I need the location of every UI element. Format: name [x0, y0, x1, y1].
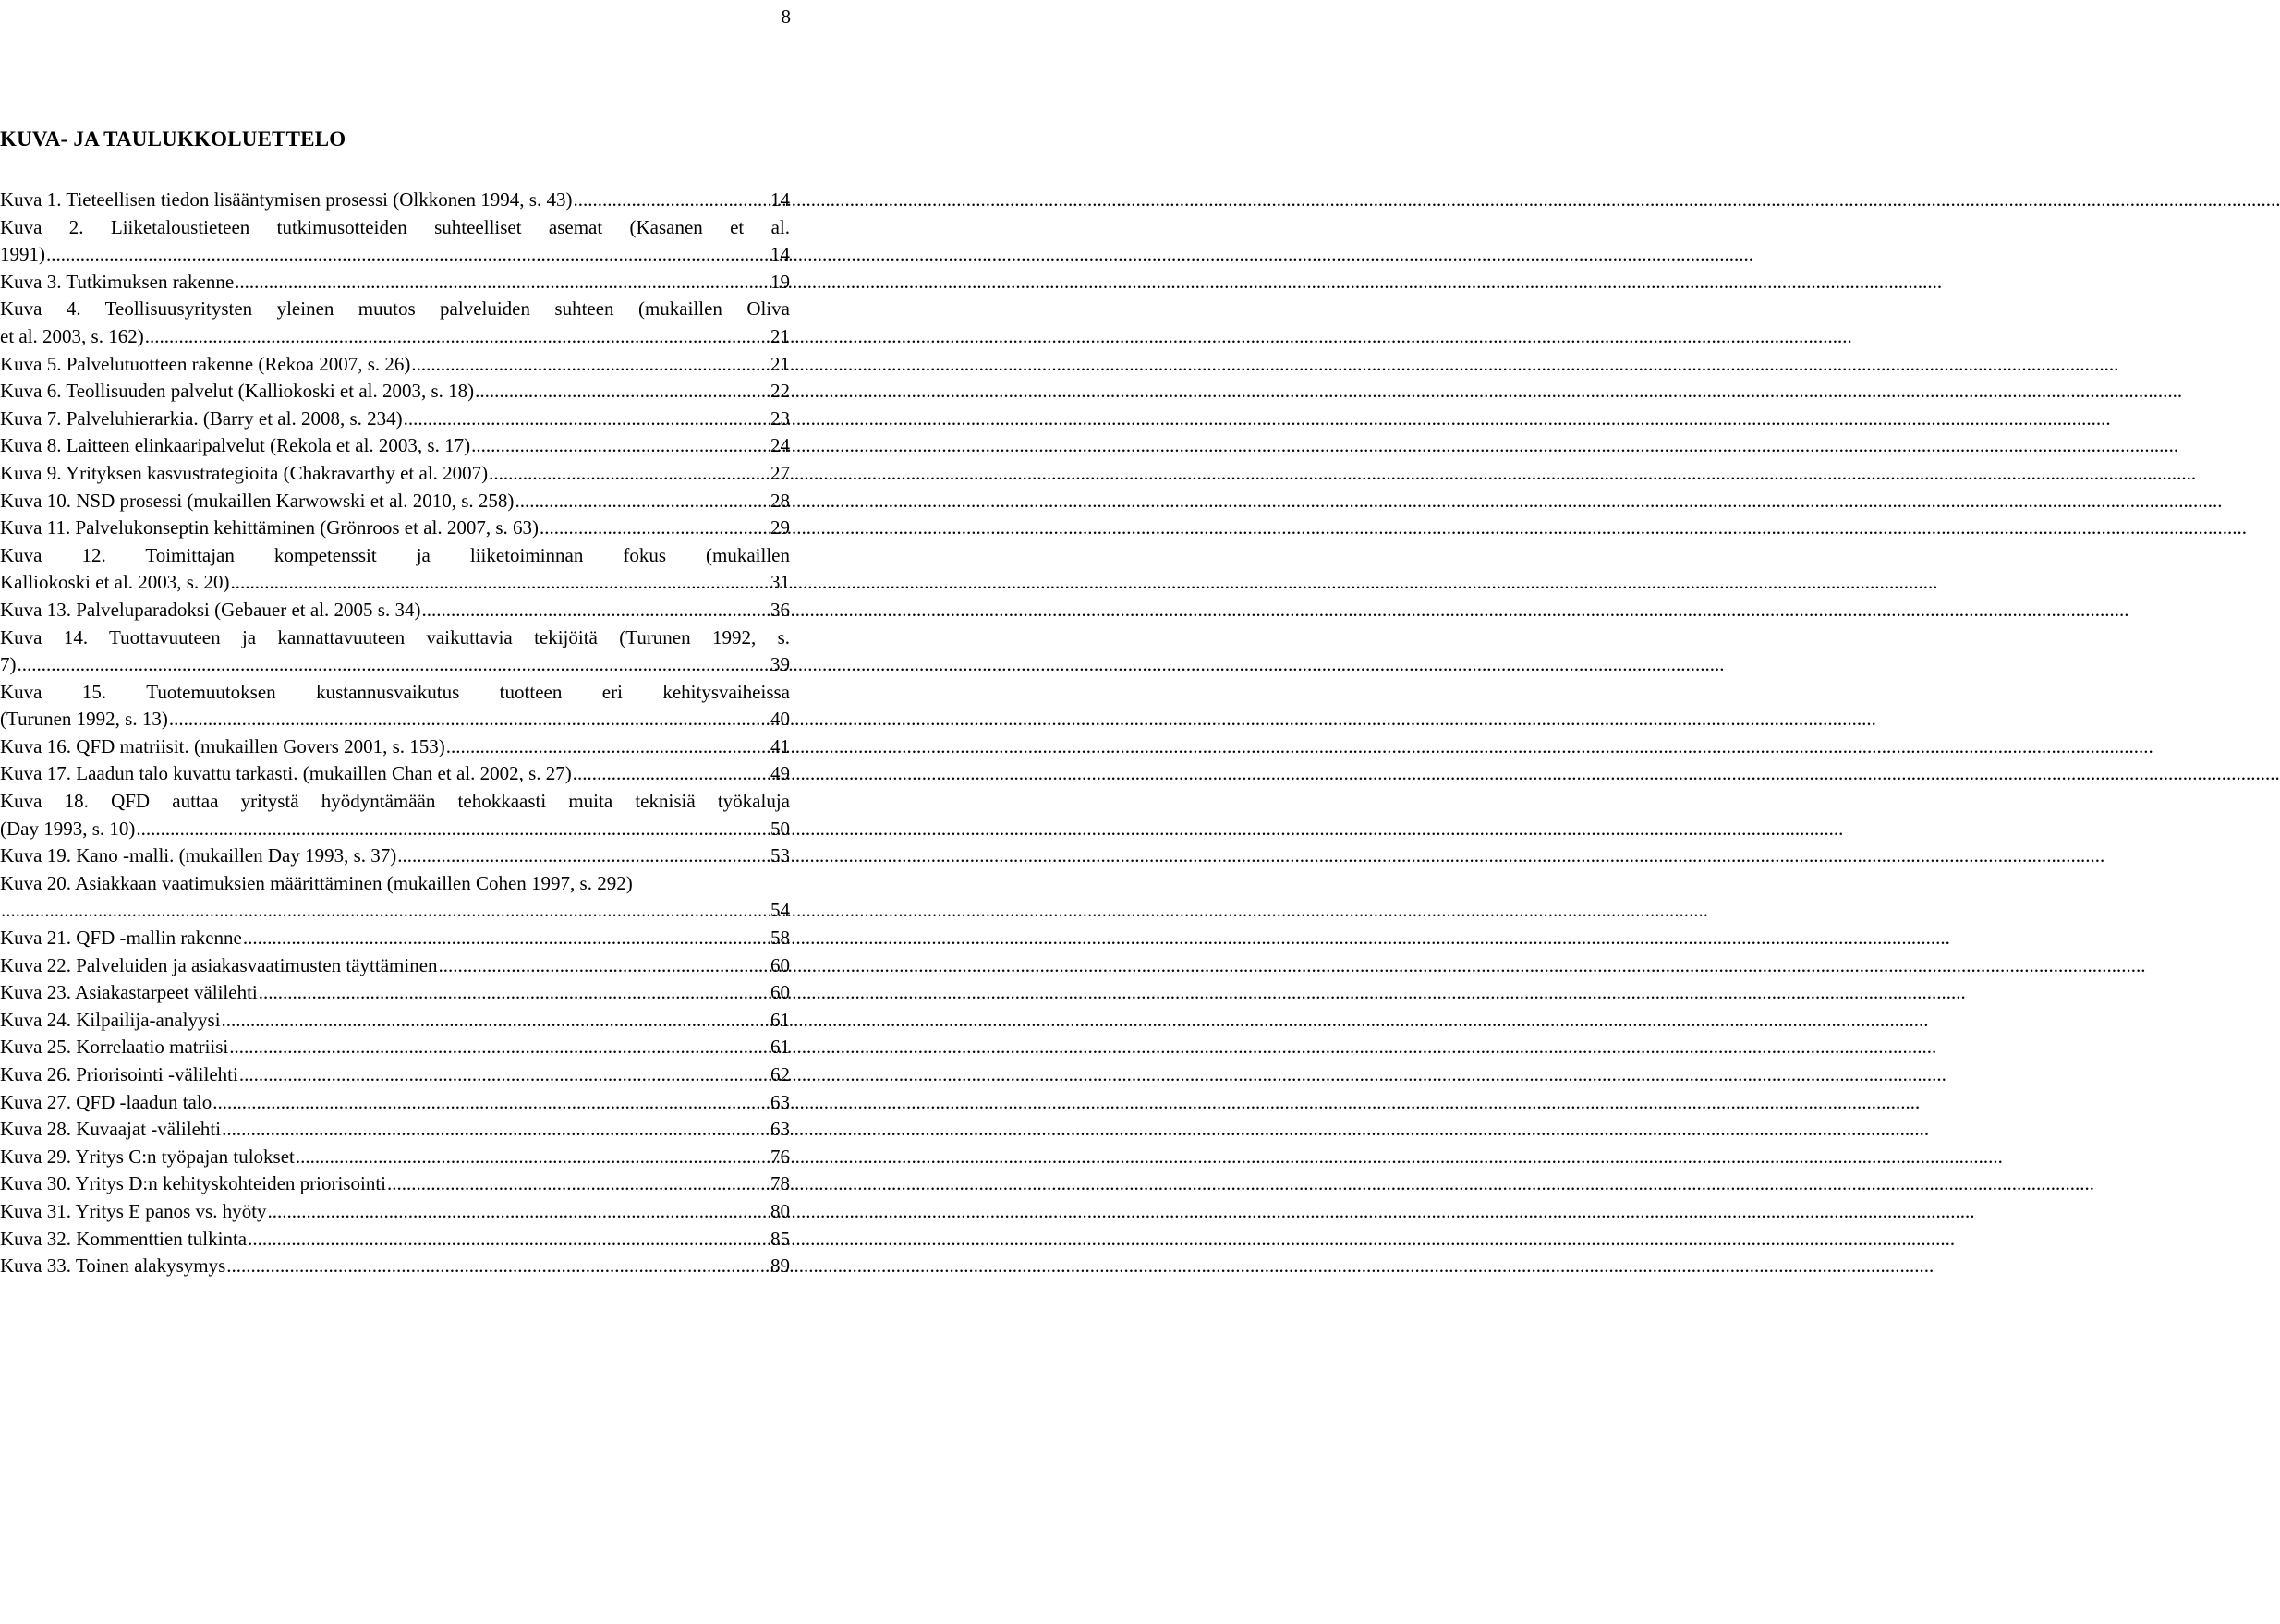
toc-entry[interactable]: [0, 1198, 790, 1226]
toc-entry[interactable]: [0, 460, 790, 488]
toc-entry-line: [0, 925, 790, 952]
toc-entry-title: Kuva 26. Priorisointi -välilehti: [0, 1063, 238, 1085]
toc-entry-line: [0, 952, 790, 980]
toc-entry-page-number: 53: [770, 844, 790, 867]
toc-entry-title: Kuva 11. Palvelukonseptin kehittäminen (Grönroos et al. 2007, s. 63): [0, 516, 540, 539]
toc-entry-line: [0, 1170, 790, 1198]
toc-entry-title: Kuva 7. Palveluhierarkia. (Barry et al. 2008, s. 234): [0, 406, 403, 430]
toc-entry[interactable]: [0, 1034, 790, 1061]
toc-entry-line: [0, 187, 790, 214]
toc-entry-page-number: 89: [770, 1254, 790, 1278]
toc-entry[interactable]: [0, 351, 790, 379]
dot-leader: [573, 760, 770, 788]
toc-entry-title-first-line: Kuva 2. Liiketaloustieteen tutkimusotteiden suhteelliset asemat (Kasanen et al.: [0, 215, 790, 238]
toc-entry[interactable]: [0, 733, 790, 761]
toc-entry-title: Kuva 23. Asiakastarpeet välilehti: [0, 981, 258, 1004]
dot-leader: [212, 1089, 770, 1117]
dot-leader: [259, 979, 770, 1007]
toc-entry-line: [0, 241, 790, 269]
toc-entry-title: (Turunen 1992, s. 13): [0, 708, 168, 731]
toc-entry-title: Kuva 8. Laitteen elinkaaripalvelut (Rekola et al. 2003, s. 17): [0, 434, 471, 457]
toc-entry-page-number: 54: [770, 899, 790, 922]
toc-entry-title: Kuva 19. Kano -malli. (mukaillen Day 1993, s. 37): [0, 844, 397, 867]
toc-entry-page-number: 36: [770, 598, 790, 621]
toc-entry-title: Kuva 3. Tutkimuksen rakenne: [0, 270, 235, 293]
toc-entry-title: Kuva 6. Teollisuuden palvelut (Kalliokoski et al. 2003, s. 18): [0, 380, 475, 403]
dot-leader: [471, 432, 770, 460]
toc-entry-page-number: 63: [770, 1090, 790, 1113]
toc-entry[interactable]: [0, 788, 790, 842]
dot-leader: [573, 187, 770, 214]
toc-entry[interactable]: [0, 542, 790, 597]
toc-entry-line: [0, 323, 790, 351]
toc-entry-line: [0, 1116, 790, 1144]
toc-entry-line: [0, 816, 790, 843]
toc-entry[interactable]: [0, 1007, 790, 1035]
dot-leader: [230, 569, 770, 597]
toc-entry[interactable]: [0, 1144, 790, 1171]
toc-entry-line: [0, 1007, 790, 1035]
toc-entry[interactable]: [0, 1253, 790, 1280]
toc-entry-page-number: 61: [770, 1008, 790, 1031]
toc-entry-page-number: 78: [770, 1172, 790, 1195]
toc-entry-line: [0, 706, 790, 733]
toc-entry-page-number: 58: [770, 927, 790, 950]
toc-entry[interactable]: [0, 1061, 790, 1089]
toc-entry-title: Kuva 21. QFD -mallin rakenne: [0, 927, 242, 950]
dot-leader: [229, 1034, 770, 1061]
toc-entry-title: Kuva 5. Palvelutuotteen rakenne (Rekoa 2007, s. 26): [0, 352, 411, 375]
page-number: 8: [781, 6, 791, 28]
toc-entry[interactable]: [0, 488, 790, 515]
toc-entry-page-number: 14: [770, 188, 790, 211]
dot-leader: [397, 842, 770, 870]
toc-entry-page-number: 60: [770, 981, 790, 1004]
toc-entry-page-number: 27: [770, 461, 790, 484]
dot-leader: [387, 1170, 770, 1198]
dot-leader: [243, 925, 770, 952]
figure-list: [0, 187, 790, 1280]
toc-entry-title: Kuva 31. Yritys E panos vs. hyöty: [0, 1199, 267, 1222]
toc-entry[interactable]: [0, 187, 790, 214]
toc-entry-page-number: 80: [770, 1199, 790, 1222]
toc-entry[interactable]: [0, 378, 790, 406]
dot-leader: [136, 816, 770, 843]
toc-entry-title: Kuva 9. Yrityksen kasvustrategioita (Chakravarthy et al. 2007): [0, 461, 489, 484]
toc-entry-line: [0, 1253, 790, 1280]
toc-entry-title-first-line: Kuva 14. Tuottavuuteen ja kannattavuuteen vaikuttavia tekijöitä (Turunen 1992, s.: [0, 625, 790, 648]
toc-entry[interactable]: [0, 760, 790, 788]
dot-leader: [145, 323, 770, 351]
toc-entry-line: [0, 406, 790, 433]
toc-entry-title: Kuva 27. QFD -laadun talo: [0, 1090, 212, 1113]
toc-entry-page-number: 14: [770, 243, 790, 266]
dot-leader: [268, 1198, 770, 1226]
toc-entry-page-number: 62: [770, 1063, 790, 1085]
dot-leader: [296, 1144, 770, 1171]
toc-entry[interactable]: [0, 515, 790, 542]
dot-leader: [235, 269, 770, 297]
dot-leader: [475, 378, 770, 406]
toc-entry-page-number: 40: [770, 708, 790, 731]
toc-entry-title: 1991): [0, 243, 45, 266]
dot-leader: [222, 1116, 770, 1144]
toc-entry-line: [0, 378, 790, 406]
toc-entry-page-number: 61: [770, 1036, 790, 1059]
toc-entry-line: [0, 351, 790, 379]
toc-entry[interactable]: [0, 1170, 790, 1198]
toc-entry[interactable]: [0, 1089, 790, 1117]
toc-entry-title-first-line: Kuva 12. Toimittajan kompetenssit ja liiketoiminnan fokus (mukaillen: [0, 543, 790, 566]
toc-entry-title: Kuva 30. Yritys D:n kehityskohteiden priorisointi: [0, 1172, 387, 1195]
dot-leader: [248, 1226, 770, 1254]
toc-entry-title: Kuva 24. Kilpailija-analyysi: [0, 1008, 221, 1031]
toc-entry-line: [0, 488, 790, 515]
toc-entry-line: [0, 733, 790, 761]
toc-entry-line: [0, 569, 790, 597]
toc-entry-line: [0, 515, 790, 542]
toc-entry-line: [0, 269, 790, 297]
toc-entry-page-number: 39: [770, 653, 790, 676]
toc-entry-title: Kuva 17. Laadun talo kuvattu tarkasti. (mukaillen Chan et al. 2002, s. 27): [0, 762, 572, 785]
toc-entry-title: Kuva 33. Toinen alakysymys: [0, 1254, 226, 1278]
toc-entry-line: [0, 597, 790, 624]
toc-entry[interactable]: [0, 624, 790, 679]
toc-entry-line: [0, 1034, 790, 1061]
toc-entry-title: Kalliokoski et al. 2003, s. 20): [0, 571, 230, 594]
toc-entry-page-number: 23: [770, 406, 790, 430]
dot-leader: [18, 651, 770, 679]
toc-entry-line: [0, 1198, 790, 1226]
toc-entry-page-number: 28: [770, 489, 790, 512]
toc-entry-title-first-line: Kuva 4. Teollisuusyritysten yleinen muutos palveluiden suhteen (mukaillen Oliva: [0, 297, 790, 321]
toc-entry-title: Kuva 1. Tieteellisen tiedon lisääntymisen prosessi (Olkkonen 1994, s. 43): [0, 188, 573, 211]
toc-entry-page-number: 24: [770, 434, 790, 457]
toc-entry-page-number: 49: [770, 762, 790, 785]
toc-entry[interactable]: [0, 269, 790, 297]
toc-entry-line: [0, 760, 790, 788]
toc-entry[interactable]: [0, 925, 790, 952]
toc-entry-title-first-line: Kuva 15. Tuotemuutoksen kustannusvaikutus tuotteen eri kehitysvaiheissa: [0, 680, 790, 703]
toc-entry-line: [0, 1061, 790, 1089]
toc-entry-title: Kuva 16. QFD matriisit. (mukaillen Govers 2001, s. 153): [0, 734, 445, 757]
dot-leader: [489, 460, 770, 488]
dot-leader: [1, 897, 770, 925]
toc-entry-page-number: 60: [770, 953, 790, 976]
toc-entry-title: Kuva 22. Palveluiden ja asiakasvaatimusten täyttäminen: [0, 953, 438, 976]
toc-entry-page-number: 21: [770, 352, 790, 375]
toc-entry[interactable]: [0, 406, 790, 433]
toc-entry-line: [0, 1226, 790, 1254]
toc-entry-line: [0, 897, 790, 925]
dot-leader: [446, 733, 770, 761]
toc-entry-page-number: 31: [770, 571, 790, 594]
page-title: KUVA- JA TAULUKKOLUETTELO: [0, 127, 346, 151]
toc-entry[interactable]: [0, 1116, 790, 1144]
toc-entry-page-number: 21: [770, 324, 790, 347]
dot-leader: [411, 351, 770, 379]
toc-entry-title: 7): [0, 653, 17, 676]
toc-entry-title: Kuva 10. NSD prosessi (mukaillen Karwowski et al. 2010, s. 258): [0, 489, 515, 512]
dot-leader: [239, 1061, 770, 1089]
dot-leader: [421, 597, 770, 624]
toc-entry-line: [0, 842, 790, 870]
dot-leader: [222, 1007, 770, 1035]
toc-entry-title: Kuva 29. Yritys C:n työpajan tulokset: [0, 1145, 295, 1168]
toc-entry-title: Kuva 32. Kommenttien tulkinta: [0, 1227, 248, 1250]
toc-entry-page-number: 50: [770, 817, 790, 840]
toc-entry[interactable]: [0, 679, 790, 733]
toc-entry-title-first-line: Kuva 18. QFD auttaa yritystä hyödyntämään tehokkaasti muita teknisiä työkaluja: [0, 790, 790, 813]
dot-leader: [46, 241, 770, 269]
toc-entry-page-number: 29: [770, 516, 790, 539]
toc-entry[interactable]: [0, 1226, 790, 1254]
toc-entry-line: [0, 460, 790, 488]
toc-entry[interactable]: [0, 979, 790, 1007]
dot-leader: [169, 706, 770, 733]
dot-leader: [540, 515, 770, 542]
toc-entry[interactable]: [0, 432, 790, 460]
toc-entry-page-number: 19: [770, 270, 790, 293]
toc-entry-title: Kuva 13. Palveluparadoksi (Gebauer et al. 2005 s. 34): [0, 598, 421, 621]
toc-entry-title: Kuva 28. Kuvaajat -välilehti: [0, 1118, 222, 1141]
toc-entry-line: [0, 1089, 790, 1117]
toc-entry-line: [0, 1144, 790, 1171]
toc-entry[interactable]: [0, 870, 790, 925]
toc-entry[interactable]: [0, 952, 790, 980]
toc-entry-title: Kuva 25. Korrelaatio matriisi: [0, 1036, 229, 1059]
dot-leader: [439, 952, 770, 980]
toc-entry-title: (Day 1993, s. 10): [0, 817, 136, 840]
dot-leader: [404, 406, 770, 433]
toc-entry-page-number: 63: [770, 1118, 790, 1141]
toc-entry[interactable]: [0, 597, 790, 624]
toc-entry-title-first-line: Kuva 20. Asiakkaan vaatimuksien määrittäminen (mukaillen Cohen 1997, s. 292): [0, 871, 633, 894]
toc-entry-line: [0, 432, 790, 460]
toc-entry-page-number: 76: [770, 1145, 790, 1168]
toc-entry-line: [0, 979, 790, 1007]
dot-leader: [226, 1253, 770, 1280]
dot-leader: [515, 488, 770, 515]
toc-entry-page-number: 85: [770, 1227, 790, 1250]
toc-entry-title: et al. 2003, s. 162): [0, 324, 144, 347]
toc-entry[interactable]: [0, 842, 790, 870]
toc-entry-page-number: 22: [770, 380, 790, 403]
toc-entry-line: [0, 651, 790, 679]
toc-entry-page-number: 41: [770, 734, 790, 757]
toc-entry[interactable]: [0, 296, 790, 350]
toc-entry[interactable]: [0, 214, 790, 269]
